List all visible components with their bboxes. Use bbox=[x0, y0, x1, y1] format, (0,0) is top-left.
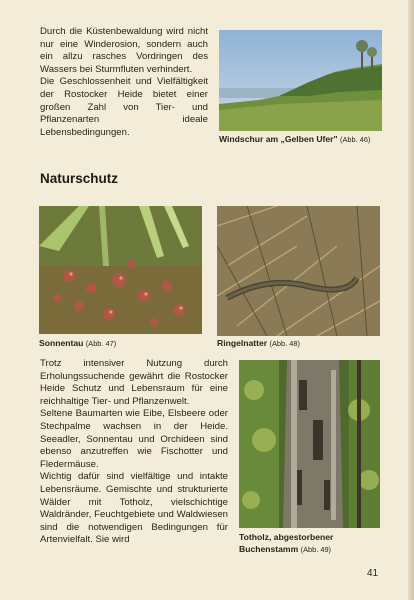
caption-ref: (Abb. 48) bbox=[269, 339, 300, 348]
caption-abb-49 bbox=[239, 532, 333, 555]
paragraph: Trotz intensiver Nutzung durch Erholungssuchende gewährt die Rostocker Heide Schutz und Lebensraum für eine reichhaltige Tier- und Pflanzenwelt. bbox=[40, 358, 228, 407]
caption-ref: (Abb. 49) bbox=[300, 544, 332, 554]
caption-ref: (Abb. 46) bbox=[340, 135, 371, 144]
naturschutz-text bbox=[40, 358, 228, 547]
caption-ref: (Abb. 47) bbox=[85, 339, 117, 348]
caption-abb-47 bbox=[39, 338, 116, 348]
photo-sonnentau bbox=[39, 206, 202, 334]
caption-title: Ringelnatter bbox=[217, 338, 268, 348]
page-number: 41 bbox=[367, 568, 379, 579]
photo-ringelnatter bbox=[217, 206, 380, 336]
paragraph: Durch die Küstenbewaldung wird nicht nur eine Winderosion, sondern auch ein allzu rasches Vordringen des Wassers bei Sturmfluten verhindert. bbox=[40, 26, 208, 75]
caption-title: Buchenstamm bbox=[239, 543, 299, 554]
photo-totholz bbox=[239, 360, 380, 528]
page-edge bbox=[408, 0, 414, 600]
paragraph: Die Geschlossenheit und Vielfältigkeit der Rostocker Heide bietet einer großen Zahl von Tier- und Pflanzenarten ideale Lebensbedingungen. bbox=[40, 76, 208, 138]
section-heading: Naturschutz bbox=[40, 171, 119, 186]
caption-abb-46 bbox=[219, 134, 370, 144]
intro-text bbox=[40, 26, 208, 139]
caption-title: Windschur am „Gelben Ufer" bbox=[219, 134, 338, 144]
caption-abb-48 bbox=[217, 338, 300, 348]
caption-title: Sonnentau bbox=[39, 338, 84, 348]
paragraph: Seltene Baumarten wie Eibe, Elsbeere oder Stechpalme wachsen in der Heide. Seeadler, Sonnentau und Orchideen sind ebenso anzutreffen wie Fischotter und Fledermäuse. bbox=[40, 408, 228, 470]
photo-gelbes-ufer bbox=[219, 30, 382, 131]
paragraph: Wichtig dafür sind vielfältige und intakte Lebensräume. Gemischte und strukturierte Wälder mit Totholz, vielschichtige Waldränder, Feuchtgebiete und Waldwiesen sind die notwendigen Bedingungen für Artenvielfalt. Sie wird bbox=[40, 471, 228, 546]
caption-title: Totholz, abgestorbener bbox=[239, 532, 334, 542]
